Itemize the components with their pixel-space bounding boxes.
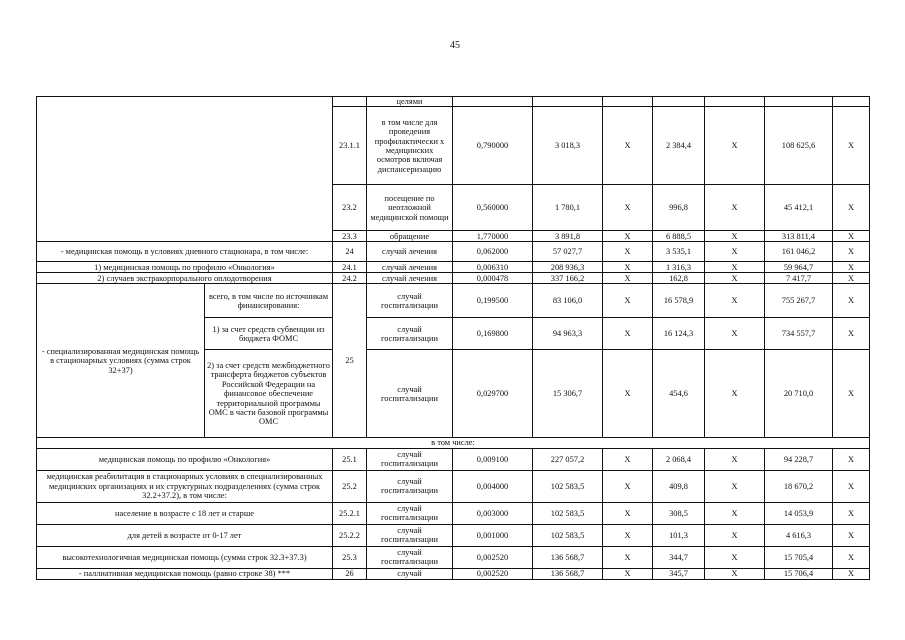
value-cell: X bbox=[833, 231, 870, 242]
value-cell: 2 384,4 bbox=[653, 107, 705, 185]
table-row bbox=[37, 524, 870, 546]
value-cell: 102 583,5 bbox=[533, 502, 603, 524]
value-cell: 1 780,1 bbox=[533, 185, 603, 231]
row-code: 25.3 bbox=[333, 546, 367, 568]
row-sublabel: 1) за счет средств субвенции из бюджета ФОМС bbox=[205, 318, 333, 350]
row-code: 23.3 bbox=[333, 231, 367, 242]
value-cell: 102 583,5 bbox=[533, 470, 603, 502]
value-cell: X bbox=[603, 242, 653, 262]
value-cell: X bbox=[603, 470, 653, 502]
value-cell: 161 046,2 bbox=[765, 242, 833, 262]
unit-cell: случай госпитализации bbox=[367, 284, 453, 318]
value-cell: 101,3 bbox=[653, 524, 705, 546]
value-cell: 337 166,2 bbox=[533, 273, 603, 284]
value-cell: 7 417,7 bbox=[765, 273, 833, 284]
value-cell: X bbox=[705, 470, 765, 502]
row-code: 26 bbox=[333, 568, 367, 579]
value-cell: X bbox=[705, 568, 765, 579]
row-label: 1) медицинская помощь по профилю «Онкология» bbox=[37, 262, 333, 273]
value-cell: X bbox=[833, 273, 870, 284]
value-cell: 20 710,0 bbox=[765, 350, 833, 438]
row-code: 24 bbox=[333, 242, 367, 262]
value-cell: 3 018,3 bbox=[533, 107, 603, 185]
value-cell: 45 412,1 bbox=[765, 185, 833, 231]
unit-cell: случай лечения bbox=[367, 262, 453, 273]
row-label: 2) случаев экстракорпорального оплодотворения bbox=[37, 273, 333, 284]
value-cell: 59 964,7 bbox=[765, 262, 833, 273]
value-cell: X bbox=[603, 524, 653, 546]
unit-cell: случай госпитализации bbox=[367, 546, 453, 568]
unit-cell: случай госпитализации bbox=[367, 318, 453, 350]
row-label: высокотехнологичная медицинская помощь (сумма строк 32.3+37.3) bbox=[37, 546, 333, 568]
row-code: 25.1 bbox=[333, 448, 367, 470]
table-row bbox=[37, 568, 870, 579]
row-label: - медицинская помощь в условиях дневного стационара, в том числе: bbox=[37, 242, 333, 262]
unit-cell: случай госпитализации bbox=[367, 524, 453, 546]
value-cell: X bbox=[705, 284, 765, 318]
value-cell: 409,8 bbox=[653, 470, 705, 502]
value-cell: X bbox=[603, 185, 653, 231]
value-cell: X bbox=[833, 185, 870, 231]
section-label: в том числе: bbox=[37, 438, 870, 448]
unit-cell: случай госпитализации bbox=[367, 502, 453, 524]
value-cell: 227 057,2 bbox=[533, 448, 603, 470]
row-code: 25 bbox=[333, 284, 367, 438]
table-row bbox=[37, 97, 870, 107]
value-cell: 996,8 bbox=[653, 185, 705, 231]
value-cell: X bbox=[603, 107, 653, 185]
row-code: 24.1 bbox=[333, 262, 367, 273]
value-cell: X bbox=[833, 470, 870, 502]
row-sublabel: всего, в том числе по источникам финансирования: bbox=[205, 284, 333, 318]
value-cell: X bbox=[603, 350, 653, 438]
value-cell: X bbox=[705, 242, 765, 262]
unit-cell: обращение bbox=[367, 231, 453, 242]
row-code: 25.2 bbox=[333, 470, 367, 502]
value-cell: X bbox=[705, 502, 765, 524]
row-code bbox=[333, 97, 367, 107]
value-cell: X bbox=[705, 546, 765, 568]
row-code: 25.2.2 bbox=[333, 524, 367, 546]
table-row bbox=[37, 273, 870, 284]
unit-cell: случай лечения bbox=[367, 242, 453, 262]
row-code: 23.1.1 bbox=[333, 107, 367, 185]
value-cell: 0,002520 bbox=[453, 546, 533, 568]
value-cell: 734 557,7 bbox=[765, 318, 833, 350]
value-cell: 0,790000 bbox=[453, 107, 533, 185]
unit-cell: в том числе для проведения профилактически х медицинских осмотров включая диспансеризацию bbox=[367, 107, 453, 185]
row-label: население в возрасте с 18 лет и старше bbox=[37, 502, 333, 524]
value-cell: X bbox=[603, 231, 653, 242]
value-cell: X bbox=[603, 448, 653, 470]
value-cell: 0,003000 bbox=[453, 502, 533, 524]
value-cell: X bbox=[705, 524, 765, 546]
value-cell: X bbox=[833, 350, 870, 438]
value-cell: 6 888,5 bbox=[653, 231, 705, 242]
value-cell: X bbox=[833, 448, 870, 470]
unit-cell: целями bbox=[367, 97, 453, 107]
row-label: для детей в возрасте от 0-17 лет bbox=[37, 524, 333, 546]
table-row bbox=[37, 448, 870, 470]
value-cell: 136 568,7 bbox=[533, 546, 603, 568]
value-cell: X bbox=[705, 185, 765, 231]
value-cell: 136 568,7 bbox=[533, 568, 603, 579]
table-row bbox=[37, 284, 870, 318]
value-cell: 0,001000 bbox=[453, 524, 533, 546]
row-label: медицинская реабилитация в стационарных условиях в специализированных медицинских организациях и их структурных подразделениях (сумма строк 32.2+37.2), в том числе: bbox=[37, 470, 333, 502]
value-cell: 1,770000 bbox=[453, 231, 533, 242]
value-cell: 0,199500 bbox=[453, 284, 533, 318]
value-cell: 313 811,4 bbox=[765, 231, 833, 242]
value-cell: X bbox=[603, 318, 653, 350]
row-code: 23.2 bbox=[333, 185, 367, 231]
statistics-table bbox=[36, 96, 870, 580]
table-row bbox=[37, 242, 870, 262]
unit-cell: случай госпитализации bbox=[367, 350, 453, 438]
value-cell: X bbox=[833, 242, 870, 262]
value-cell: X bbox=[833, 284, 870, 318]
value-cell: 108 625,6 bbox=[765, 107, 833, 185]
value-cell: 15 306,7 bbox=[533, 350, 603, 438]
row-sublabel: 2) за счет средств межбюджетного трансферта бюджетов субъектов Российской Федерации на финансовое обеспечение территориальной программы ОМС в части базовой программы ОМС bbox=[205, 350, 333, 438]
value-cell: 162,8 bbox=[653, 273, 705, 284]
value-cell: 3 891,8 bbox=[533, 231, 603, 242]
value-cell: X bbox=[833, 502, 870, 524]
value-cell: X bbox=[705, 448, 765, 470]
value-cell: 94 963,3 bbox=[533, 318, 603, 350]
value-cell: X bbox=[833, 568, 870, 579]
value-cell: 0,009100 bbox=[453, 448, 533, 470]
unit-cell: случай bbox=[367, 568, 453, 579]
value-cell: 2 068,4 bbox=[653, 448, 705, 470]
value-cell: X bbox=[833, 107, 870, 185]
row-label: медицинская помощь по профилю «Онкология» bbox=[37, 448, 333, 470]
table-row bbox=[37, 262, 870, 273]
value-cell: X bbox=[705, 318, 765, 350]
unit-cell: посещение по неотложной медицинской помощи bbox=[367, 185, 453, 231]
unit-cell: случай госпитализации bbox=[367, 448, 453, 470]
value-cell: 344,7 bbox=[653, 546, 705, 568]
value-cell: X bbox=[833, 318, 870, 350]
value-cell: 15 705,4 bbox=[765, 546, 833, 568]
row-code: 25.2.1 bbox=[333, 502, 367, 524]
value-cell: X bbox=[705, 273, 765, 284]
value-cell: 0,029700 bbox=[453, 350, 533, 438]
value-cell: X bbox=[705, 231, 765, 242]
value-cell: X bbox=[603, 502, 653, 524]
value-cell: X bbox=[705, 107, 765, 185]
value-cell: X bbox=[603, 273, 653, 284]
value-cell: 16 578,9 bbox=[653, 284, 705, 318]
table-row bbox=[37, 470, 870, 502]
value-cell: X bbox=[833, 262, 870, 273]
value-cell: 0,002520 bbox=[453, 568, 533, 579]
value-cell: 0,560000 bbox=[453, 185, 533, 231]
table-row bbox=[37, 438, 870, 448]
table-row bbox=[37, 546, 870, 568]
value-cell: 308,5 bbox=[653, 502, 705, 524]
unit-cell: случай лечения bbox=[367, 273, 453, 284]
value-cell: 0,004000 bbox=[453, 470, 533, 502]
row-label: - специализированная медицинская помощь в стационарных условиях (сумма строк 32+37) bbox=[37, 284, 205, 438]
table-row bbox=[37, 502, 870, 524]
row-code: 24.2 bbox=[333, 273, 367, 284]
value-cell: 345,7 bbox=[653, 568, 705, 579]
value-cell: 14 053,9 bbox=[765, 502, 833, 524]
value-cell: 454,6 bbox=[653, 350, 705, 438]
value-cell: 18 670,2 bbox=[765, 470, 833, 502]
value-cell: 94 228,7 bbox=[765, 448, 833, 470]
value-cell: 15 706,4 bbox=[765, 568, 833, 579]
unit-cell: случай госпитализации bbox=[367, 470, 453, 502]
value-cell: X bbox=[603, 262, 653, 273]
value-cell: 57 027,7 bbox=[533, 242, 603, 262]
value-cell: 0,006310 bbox=[453, 262, 533, 273]
value-cell: 0,169800 bbox=[453, 318, 533, 350]
value-cell: 83 106,0 bbox=[533, 284, 603, 318]
value-cell: 3 535,1 bbox=[653, 242, 705, 262]
value-cell: X bbox=[603, 284, 653, 318]
value-cell: X bbox=[603, 546, 653, 568]
value-cell: 0,000478 bbox=[453, 273, 533, 284]
value-cell: X bbox=[833, 546, 870, 568]
value-cell: X bbox=[705, 262, 765, 273]
value-cell: 208 936,3 bbox=[533, 262, 603, 273]
value-cell: 102 583,5 bbox=[533, 524, 603, 546]
page-number: 45 bbox=[450, 40, 460, 51]
value-cell: 16 124,3 bbox=[653, 318, 705, 350]
value-cell: X bbox=[705, 350, 765, 438]
value-cell: X bbox=[833, 524, 870, 546]
value-cell: 4 616,3 bbox=[765, 524, 833, 546]
value-cell: 755 267,7 bbox=[765, 284, 833, 318]
value-cell: 0,062000 bbox=[453, 242, 533, 262]
value-cell: X bbox=[603, 568, 653, 579]
value-cell: 1 316,3 bbox=[653, 262, 705, 273]
empty-cell bbox=[37, 97, 333, 242]
row-label: - паллиативная медицинская помощь (равно строке 38) *** bbox=[37, 568, 333, 579]
